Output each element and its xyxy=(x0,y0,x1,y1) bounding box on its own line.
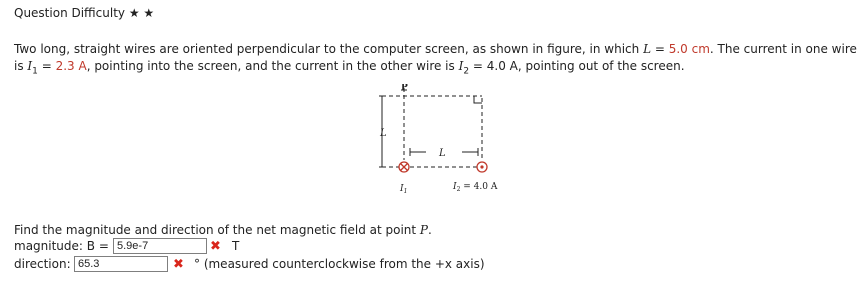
direction-input[interactable]: 65.3 xyxy=(74,256,168,272)
problem-text: , pointing into the screen, and the current in the other wire is xyxy=(86,59,459,73)
problem-line-1 xyxy=(14,42,857,56)
magnitude-label: magnitude: B = xyxy=(14,239,109,253)
point-P-symbol: P xyxy=(419,223,428,237)
question-prompt xyxy=(14,223,432,237)
I2-subscript: 2 xyxy=(463,66,470,77)
direction-label: direction: xyxy=(14,257,71,271)
equals: = xyxy=(37,59,56,73)
equals: = xyxy=(651,42,669,56)
difficulty-label: Question Difficulty xyxy=(14,6,126,20)
L-bottom-label: L xyxy=(439,148,446,159)
magnitude-unit: T xyxy=(232,239,240,253)
I1-subscript: 1 xyxy=(32,66,38,77)
right-angle-icon xyxy=(474,96,482,103)
question-difficulty-header xyxy=(14,6,154,20)
L-value: 5.0 cm xyxy=(668,42,710,56)
problem-text: Two long, straight wires are oriented perpendicular to the computer screen, as shown in figure, in which xyxy=(14,42,644,56)
difficulty-stars-icon: ★ ★ xyxy=(128,6,155,20)
problem-text: = 4.0 A, pointing out of the screen. xyxy=(469,59,685,73)
I2-label: $I_2 = 4.0$ A xyxy=(453,182,498,193)
L-left-label: L xyxy=(380,128,387,139)
problem-text: is xyxy=(14,59,28,73)
problem-text: . The current in one wire xyxy=(709,42,857,56)
direction-unit: ° (measured counterclockwise from the +x axis) xyxy=(194,257,485,271)
direction-incorrect-icon: ✖ xyxy=(173,257,184,272)
wire-figure xyxy=(370,84,510,196)
point-P-label: P xyxy=(401,84,408,93)
I1-value: 2.3 A xyxy=(55,59,87,73)
I2-symbol: I xyxy=(458,59,464,73)
prompt-text: Find the magnitude and direction of the net magnetic field at point xyxy=(14,223,420,237)
I1-symbol: I xyxy=(27,59,33,73)
magnitude-incorrect-icon: ✖ xyxy=(210,239,221,254)
L-symbol: L xyxy=(643,42,652,56)
prompt-text: . xyxy=(428,223,432,237)
problem-line-2 xyxy=(14,59,685,76)
I1-label: $I_1$ xyxy=(400,184,408,195)
magnitude-input[interactable]: 5.9e-7 xyxy=(113,238,207,254)
dot-icon xyxy=(480,165,483,168)
